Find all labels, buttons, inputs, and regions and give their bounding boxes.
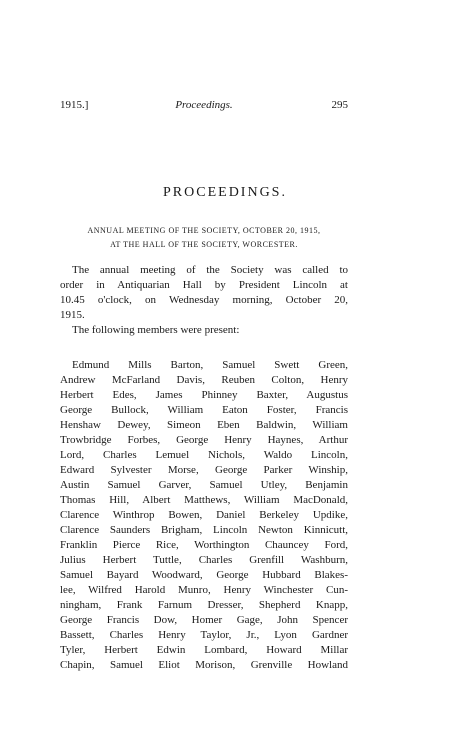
member-line: Bassett, Charles Henry Taylor, Jr., Lyon Gardner	[60, 629, 348, 641]
member-line: Andrew McFarland Davis, Reuben Colton, Henry	[60, 374, 348, 386]
member-line: Edward Sylvester Morse, George Parker Winship,	[60, 464, 348, 476]
member-line: Chapin, Samuel Eliot Morison, Grenville Howland	[60, 659, 348, 671]
member-line: Clarence Saunders Brigham, Lincoln Newton Kinnicutt,	[60, 524, 348, 536]
members-paragraph	[60, 358, 348, 673]
member-line: Austin Samuel Garver, Samuel Utley, Benjamin	[60, 479, 348, 491]
section-heading: PROCEEDINGS.	[163, 185, 287, 200]
member-line: Tyler, Herbert Edwin Lombard, Howard Millar	[60, 644, 348, 656]
page-number: 295	[331, 99, 348, 111]
meeting-line: 1915.	[60, 309, 85, 321]
present-line: The following members were present:	[72, 324, 240, 336]
member-line: ningham, Frank Farnum Dresser, Shepherd Knapp,	[60, 599, 348, 611]
meeting-paragraph	[60, 263, 348, 323]
members-present-intro	[60, 323, 348, 338]
running-head	[60, 98, 348, 112]
running-head-year: 1915.]	[60, 99, 89, 111]
member-line: Clarence Winthrop Bowen, Daniel Berkeley Updike,	[60, 509, 348, 521]
member-line: Lord, Charles Lemuel Nichols, Waldo Lincoln,	[60, 449, 348, 461]
member-line: George Francis Dow, Homer Gage, John Spencer	[60, 614, 348, 626]
member-line: Franklin Pierce Rice, Worthington Chauncey Ford,	[60, 539, 348, 551]
member-line: Herbert Edes, James Phinney Baxter, Augustus	[60, 389, 348, 401]
member-line: George Bullock, William Eaton Foster, Francis	[60, 404, 348, 416]
meeting-subheading-line-1: ANNUAL MEETING OF THE SOCIETY, OCTOBER 20, 1915,	[87, 226, 321, 235]
member-line: Trowbridge Forbes, George Henry Haynes, Arthur	[60, 434, 348, 446]
member-line: Julius Herbert Tuttle, Charles Grenfill Washburn,	[60, 554, 348, 566]
running-head-title: Proceedings.	[175, 99, 233, 111]
meeting-line: The annual meeting of the Society was called to	[72, 264, 348, 276]
meeting-line: order in Antiquarian Hall by President Lincoln at	[60, 279, 348, 291]
member-line: Henshaw Dewey, Simeon Eben Baldwin, William	[60, 419, 348, 431]
member-line: Edmund Mills Barton, Samuel Swett Green,	[72, 359, 348, 371]
member-line: Thomas Hill, Albert Matthews, William MacDonald,	[60, 494, 348, 506]
member-line: Samuel Bayard Woodward, George Hubbard Blakes-	[60, 569, 348, 581]
member-line: lee, Wilfred Harold Munro, Henry Winchester Cun-	[60, 584, 348, 596]
meeting-subheading-line-2: AT THE HALL OF THE SOCIETY, WORCESTER.	[110, 240, 298, 249]
meeting-line: 10.45 o'clock, on Wednesday morning, October 20,	[60, 294, 348, 306]
